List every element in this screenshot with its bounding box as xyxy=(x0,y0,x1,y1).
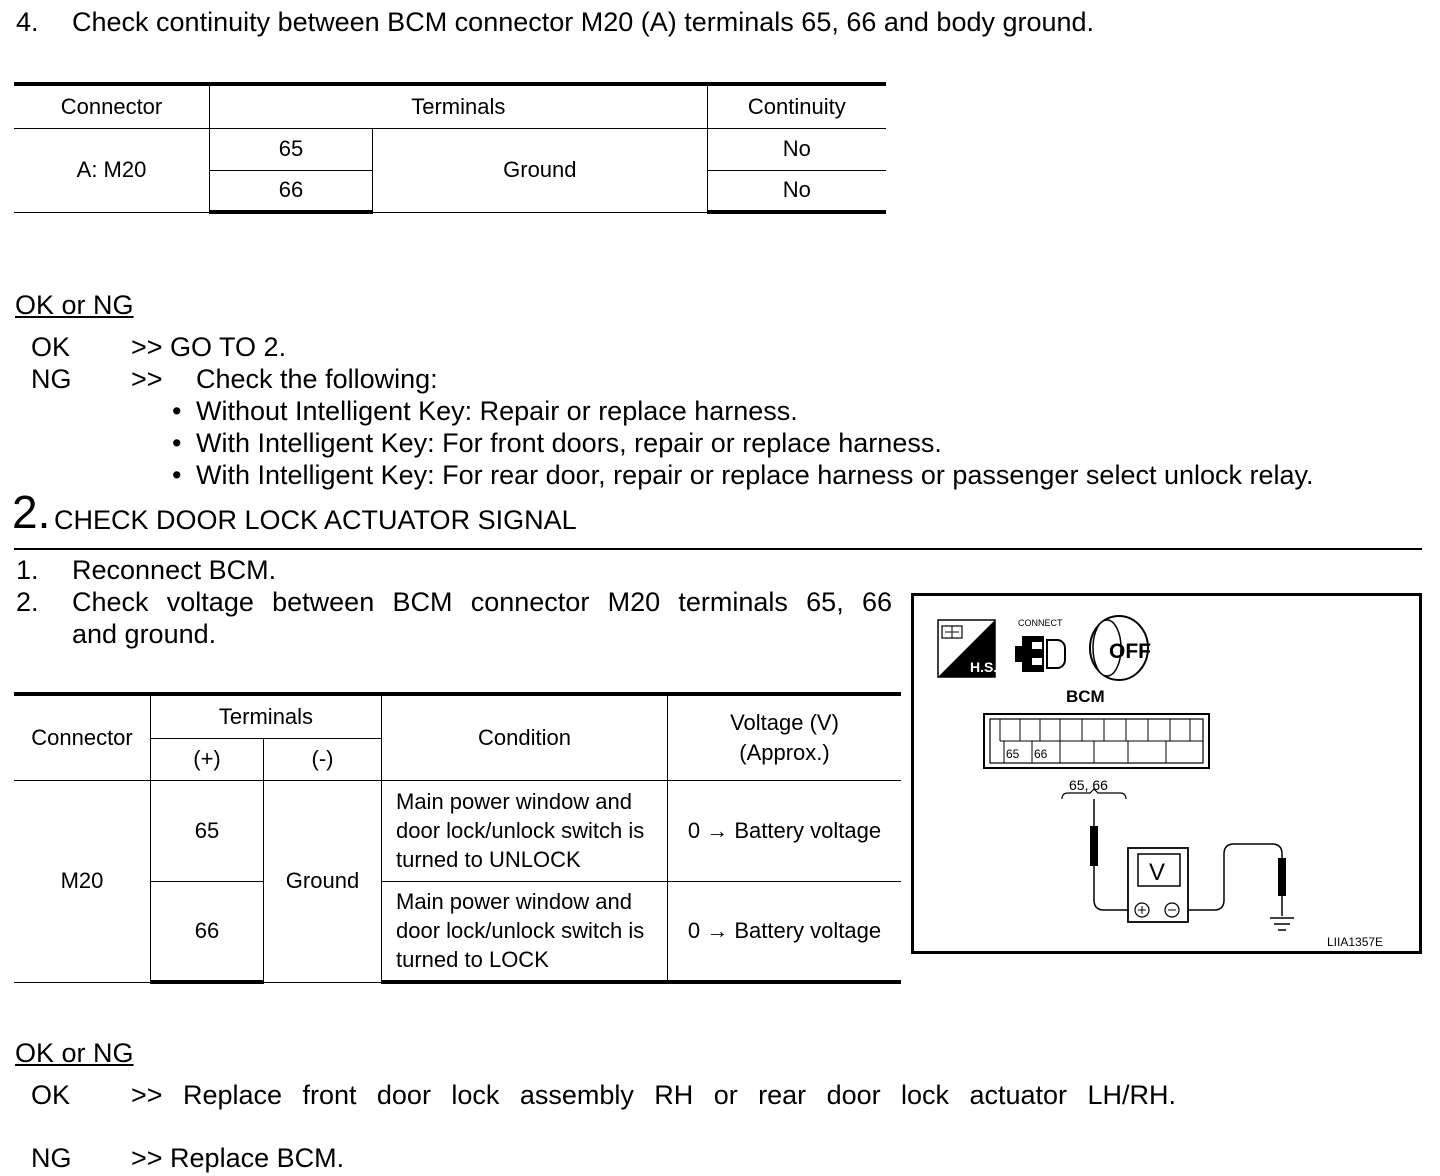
section-divider xyxy=(14,548,1422,550)
voltage-cell: 0 → Battery voltage xyxy=(668,780,902,881)
hs-icon xyxy=(938,620,997,677)
col-header-connector: Connector xyxy=(14,84,210,128)
col-header-minus: (-) xyxy=(264,738,382,780)
ok-ng-heading: OK or NG xyxy=(15,1038,134,1068)
bullet-icon: • xyxy=(172,396,182,426)
ground-cell: Ground xyxy=(373,128,708,212)
connector-cell: M20 xyxy=(14,780,151,982)
condition-cell: Main power window and door lock/unlock switch is turned to UNLOCK xyxy=(382,780,668,881)
bcm-label: BCM xyxy=(1066,687,1105,706)
bullet-icon: • xyxy=(172,428,182,458)
ng-action: Check the following: xyxy=(196,364,438,394)
svg-text:CONNECT: CONNECT xyxy=(1018,618,1063,628)
bullet-icon: • xyxy=(172,460,182,490)
table-row xyxy=(14,128,886,170)
svg-text:H.S.: H.S. xyxy=(970,659,998,675)
continuity-table xyxy=(14,82,886,214)
ng-arrow: >> xyxy=(131,364,163,394)
terminal-cell: 66 xyxy=(151,881,264,982)
continuity-cell: No xyxy=(707,170,886,212)
figure-svg xyxy=(914,596,1419,951)
ng-label: NG xyxy=(31,1143,72,1173)
voltage-table xyxy=(14,692,901,984)
ng-action: >> Replace BCM. xyxy=(131,1143,345,1173)
continuity-cell: No xyxy=(707,128,886,170)
terminal-cell: 66 xyxy=(210,170,373,212)
connector-cell: A: M20 xyxy=(14,128,210,212)
ground-symbol-icon xyxy=(1270,918,1294,930)
svg-text:OFF: OFF xyxy=(1109,640,1151,663)
table-row xyxy=(14,780,901,881)
ok-action: >> GO TO 2. xyxy=(131,332,287,362)
col-header-terminals: Terminals xyxy=(151,694,382,738)
col-header-condition: Condition xyxy=(382,694,668,780)
figure-code: LIIA1357E xyxy=(1327,935,1384,949)
col-header-plus: (+) xyxy=(151,738,264,780)
step-2: 2. Check voltage between BCM connector M20 terminals 65, 66 and ground. xyxy=(16,587,892,649)
step-4 xyxy=(16,6,1316,40)
col-header-connector: Connector xyxy=(14,694,151,780)
ok-label: OK xyxy=(31,332,71,362)
list-item: • With Intelligent Key: For rear door, repair or replace harness or passenger select unlock relay. xyxy=(172,460,1314,490)
list-item: • Without Intelligent Key: Repair or replace harness. xyxy=(172,396,798,426)
svg-text:66: 66 xyxy=(1034,747,1048,761)
bcm-connector xyxy=(984,714,1209,768)
list-item: • With Intelligent Key: For front doors, repair or replace harness. xyxy=(172,428,942,458)
col-header-terminals: Terminals xyxy=(210,84,708,128)
svg-text:65: 65 xyxy=(1006,747,1020,761)
voltmeter-icon xyxy=(1128,848,1188,922)
ok-ng-heading: OK or NG xyxy=(15,290,134,320)
connector-disconnect-icon xyxy=(1015,618,1065,672)
terminal-cell: 65 xyxy=(210,128,373,170)
step-number: 4. xyxy=(16,7,39,37)
col-header-continuity: Continuity xyxy=(707,84,886,128)
svg-text:V: V xyxy=(1149,859,1166,886)
step-1: 1. Reconnect BCM. xyxy=(16,555,277,585)
condition-cell: Main power window and door lock/unlock switch is turned to LOCK xyxy=(382,881,668,982)
ng-label: NG xyxy=(31,364,72,394)
section-title: CHECK DOOR LOCK ACTUATOR SIGNAL xyxy=(54,505,577,535)
pins-label: 65, 66 xyxy=(1069,777,1108,793)
section-number: 2. xyxy=(12,486,51,538)
voltage-cell: 0 → Battery voltage xyxy=(668,881,902,982)
step-text: Check continuity between BCM connector M20 (A) terminals 65, 66 and body ground. xyxy=(72,7,1095,37)
ok-label: OK xyxy=(31,1080,71,1110)
measurement-figure xyxy=(911,593,1422,954)
col-header-voltage: Voltage (V) (Approx.) xyxy=(668,694,902,780)
ignition-off-icon xyxy=(1090,616,1151,680)
ground-cell: Ground xyxy=(264,780,382,982)
terminal-cell: 65 xyxy=(151,780,264,881)
ok-action: >> Replace front door lock assembly RH or rear door lock actuator LH/RH. xyxy=(131,1080,1176,1110)
